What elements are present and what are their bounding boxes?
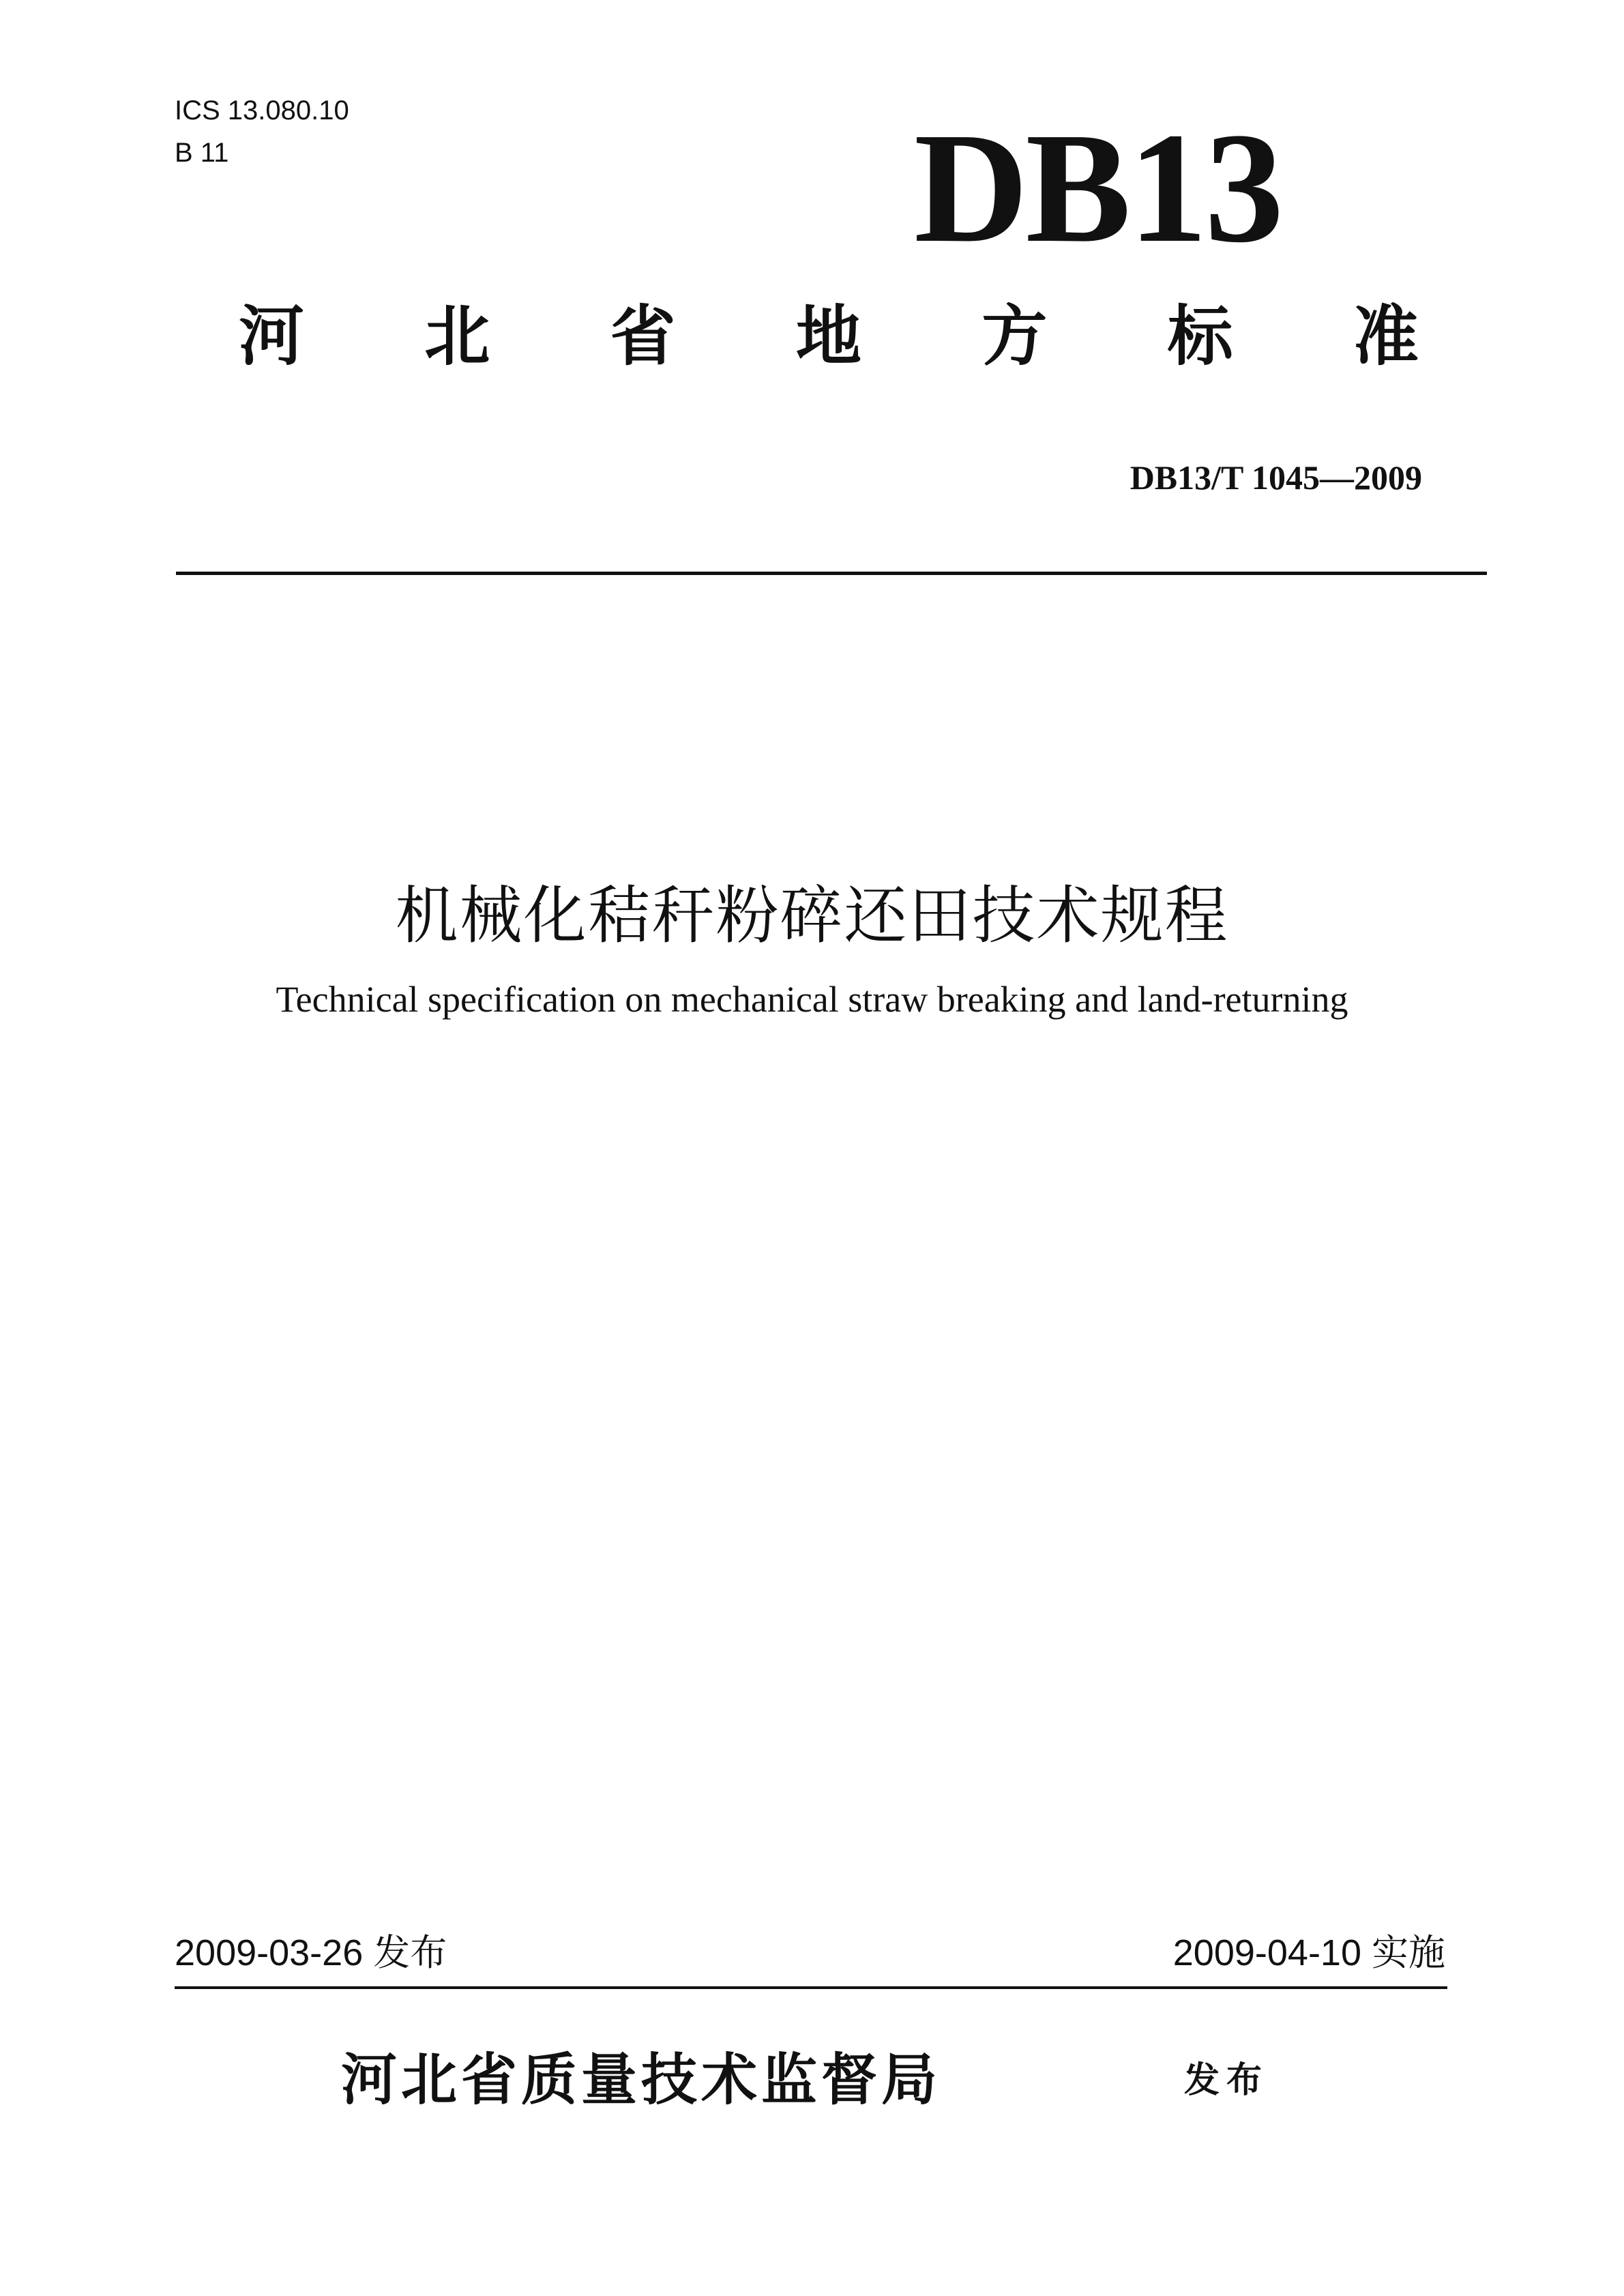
classification-code: B 11 <box>175 138 229 168</box>
publish-label: 发布 <box>1184 2060 1269 2101</box>
standard-number: DB13/T 1045—2009 <box>1130 458 1422 497</box>
standard-type-char: 准 <box>1353 298 1419 374</box>
standard-type-char: 地 <box>795 298 861 374</box>
implementation-date: 2009-04-10 实施 <box>1172 1932 1445 1973</box>
standard-type-heading <box>239 299 1419 374</box>
standard-type-char: 省 <box>610 298 676 374</box>
footer-divider <box>175 1986 1447 1989</box>
publisher-name: 河北省质量技术监督局 <box>341 2048 942 2113</box>
standard-type-char: 河 <box>239 298 304 374</box>
ics-code: ICS 13.080.10 <box>175 95 349 126</box>
standard-type-char: 标 <box>1167 298 1233 374</box>
standard-type-char: 北 <box>424 298 490 374</box>
document-title-english: Technical specification on mechanical straw breaking and land-returning <box>276 979 1348 1020</box>
header-divider <box>176 572 1487 575</box>
standard-type-char: 方 <box>981 298 1048 374</box>
issue-date: 2009-03-26 发布 <box>175 1932 447 1973</box>
db-logo: DB13 <box>914 100 1282 276</box>
document-title-chinese: 机械化秸秆粉碎还田技术规程 <box>395 879 1229 952</box>
